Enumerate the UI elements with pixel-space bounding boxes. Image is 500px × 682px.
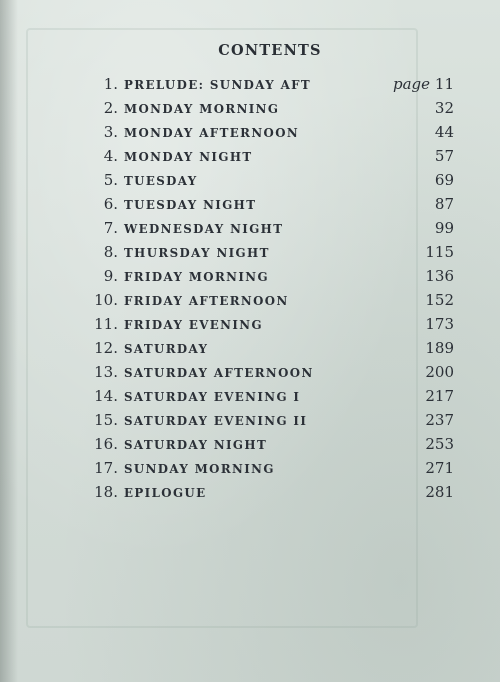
- entry-page: 136: [425, 267, 454, 285]
- entry-number: 6.: [103, 195, 118, 213]
- toc-entry: [0, 74, 500, 98]
- toc-entry: [0, 122, 500, 146]
- entry-number: 17.: [94, 459, 118, 477]
- entry-page: 253: [425, 435, 454, 453]
- entry-number: 7.: [103, 219, 118, 237]
- entry-title: WEDNESDAY NIGHT: [124, 222, 284, 236]
- toc-entry: [0, 362, 500, 386]
- entry-page: 152: [425, 291, 454, 309]
- entry-page: 189: [425, 339, 454, 357]
- entry-number: 10.: [94, 291, 118, 309]
- toc-entry: [0, 242, 500, 266]
- toc-entry: [0, 146, 500, 170]
- toc-entry: [0, 458, 500, 482]
- entry-title: SATURDAY NIGHT: [124, 438, 268, 452]
- entry-page: 87: [434, 195, 454, 213]
- entry-page: 99: [434, 219, 454, 237]
- entry-page: 237: [425, 411, 454, 429]
- entry-title: THURSDAY NIGHT: [124, 246, 270, 260]
- entry-number: 4.: [103, 147, 118, 165]
- entry-title: SATURDAY: [124, 342, 209, 356]
- toc-entry: [0, 314, 500, 338]
- entry-title: SATURDAY EVENING I: [124, 390, 301, 404]
- entry-title: FRIDAY MORNING: [124, 270, 269, 284]
- entry-number: 11.: [94, 315, 118, 333]
- entry-page: 32: [434, 99, 454, 117]
- toc-entry: [0, 338, 500, 362]
- entry-title: MONDAY AFTERNOON: [124, 126, 300, 140]
- entry-number: 3.: [103, 123, 118, 141]
- entry-number: 18.: [94, 483, 118, 501]
- entry-number: 1.: [103, 75, 118, 93]
- entry-title: EPILOGUE: [124, 486, 207, 500]
- entry-title: SATURDAY EVENING II: [124, 414, 308, 428]
- toc-entry: [0, 386, 500, 410]
- entry-page: 271: [425, 459, 454, 477]
- entry-title: SATURDAY AFTERNOON: [124, 366, 314, 380]
- entry-number: 16.: [94, 435, 118, 453]
- contents-heading: CONTENTS: [218, 42, 322, 59]
- entry-title: MONDAY NIGHT: [124, 150, 253, 164]
- entry-number: 14.: [94, 387, 118, 405]
- toc-entry: [0, 434, 500, 458]
- entry-title: TUESDAY NIGHT: [124, 198, 257, 212]
- entry-page: 11: [434, 75, 454, 93]
- toc-entry: [0, 218, 500, 242]
- entry-title: FRIDAY AFTERNOON: [124, 294, 289, 308]
- entry-title: TUESDAY: [124, 174, 198, 188]
- entry-title: MONDAY MORNING: [124, 102, 280, 116]
- entry-number: 2.: [103, 99, 118, 117]
- page-label: page: [393, 75, 431, 93]
- entry-number: 9.: [103, 267, 118, 285]
- toc-entry: [0, 194, 500, 218]
- entry-number: 5.: [103, 171, 118, 189]
- entry-number: 13.: [94, 363, 118, 381]
- entry-page: 200: [425, 363, 454, 381]
- entry-number: 12.: [94, 339, 118, 357]
- toc-entry: [0, 290, 500, 314]
- entry-page: 57: [434, 147, 454, 165]
- toc-entry: [0, 410, 500, 434]
- entry-title: SUNDAY MORNING: [124, 462, 275, 476]
- entry-number: 15.: [94, 411, 118, 429]
- entry-page: 115: [425, 243, 454, 261]
- entry-page: 173: [425, 315, 454, 333]
- toc-entry: [0, 98, 500, 122]
- entry-page: 281: [425, 483, 454, 501]
- toc-entry: [0, 170, 500, 194]
- entry-page: 217: [425, 387, 454, 405]
- toc-entry: [0, 266, 500, 290]
- entry-number: 8.: [103, 243, 118, 261]
- entry-page: 44: [434, 123, 454, 141]
- entry-title: FRIDAY EVENING: [124, 318, 263, 332]
- entry-page: 69: [434, 171, 454, 189]
- entry-title: PRELUDE: SUNDAY AFT: [124, 78, 312, 92]
- toc-entry: [0, 482, 500, 506]
